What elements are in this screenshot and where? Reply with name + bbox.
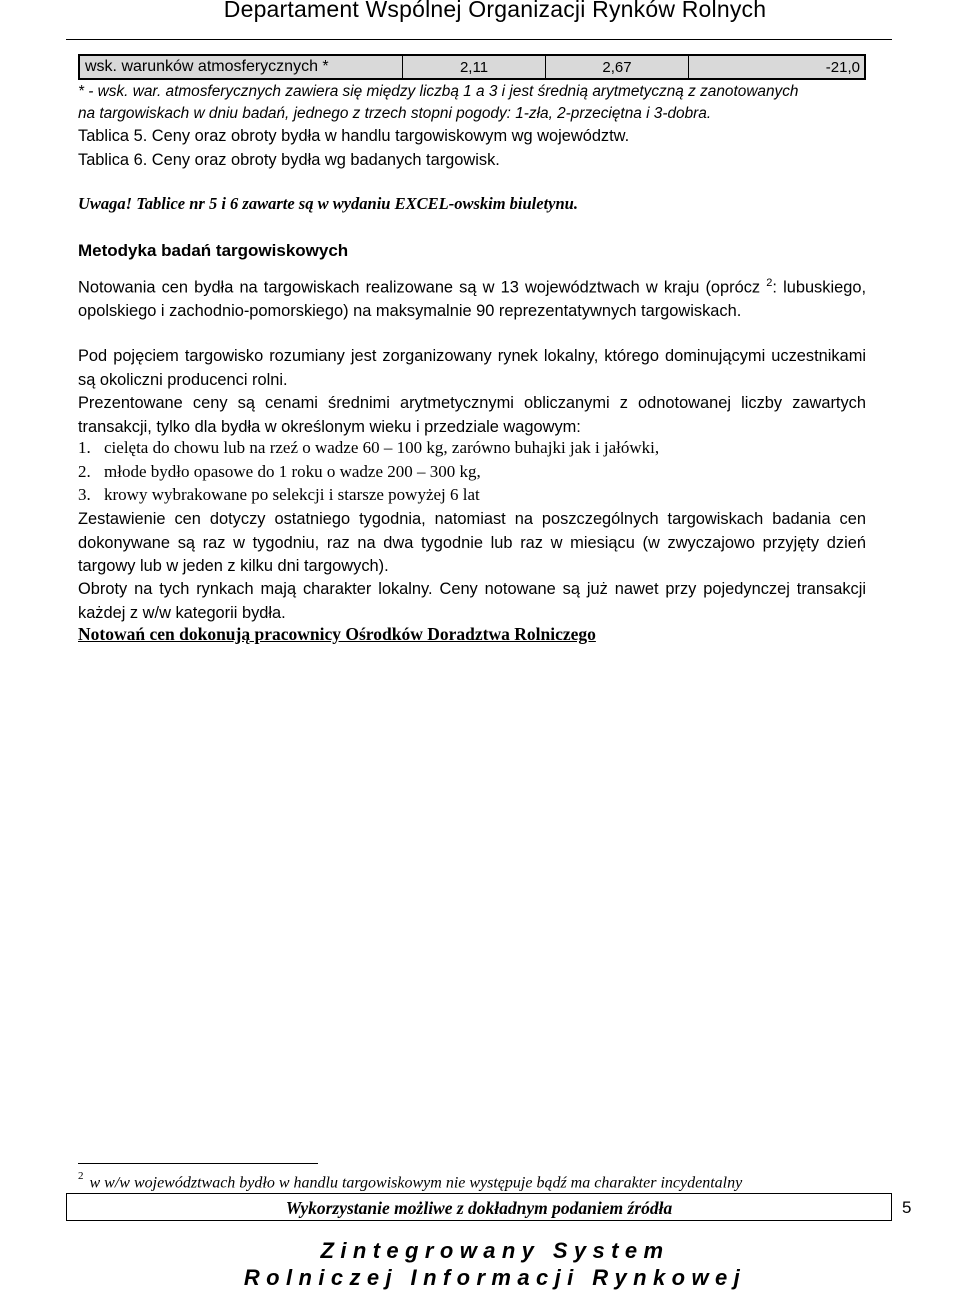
methodology-title: Metodyka badań targowiskowych — [78, 241, 349, 260]
list-item-text: młode bydło opasowe do 1 roku o wadze 200 – 300 kg, — [104, 462, 481, 481]
list-item — [78, 438, 659, 458]
list-item-text: cielęta do chowu lub na rzeź o wadze 60 – 100 kg, zarówno buhajki jak i jałówki, — [104, 438, 660, 457]
p1-start: Notowania cen bydła na targowiskach realizowane są w 13 województwach w kraju (oprócz — [78, 278, 767, 297]
footnote-divider — [78, 1163, 318, 1164]
weather-index-value-3: -21,0 — [689, 55, 866, 79]
footnote-number: 2 — [78, 1170, 84, 1182]
weather-index-value-2: 2,67 — [546, 55, 689, 79]
methodology-paragraph-1 — [78, 272, 866, 323]
page-header-title: Departament Wspólnej Organizacji Rynków Rolnych — [223, 0, 767, 22]
methodology-paragraph-4: Zestawienie cen dotyczy ostatniego tygodnia, natomiast na poszczególnych targowiskach badania cen dokonywane są raz w tygodniu, raz na dwa tygodnie lub raz w miesiącu (w zwyczajowo przyjęty dzień targowy lub w jeden z kilku dni targowych). — [78, 510, 866, 575]
footer-system-name-line-1: Zintegrowany System — [320, 1238, 670, 1263]
list-item-number: 2. — [78, 462, 91, 481]
weather-index-label: wsk. warunków atmosferycznych * — [85, 58, 329, 75]
weather-footnote-line-1: * - wsk. war. atmosferycznych zawiera się między liczbą 1 a 3 i jest średnią arytmetyczną z zanotowanych — [78, 83, 799, 100]
weather-footnote-line-2: na targowiskach w dniu badań, jednego z trzech stopni pogody: 1-zła, 2-przeciętna i 3-dobra. — [78, 105, 712, 122]
methodology-paragraph-6: Notowań cen dokonują pracownicy Ośrodków Doradztwa Rolniczego — [78, 624, 596, 644]
footer-source-note: Wykorzystanie możliwe z dokładnym podaniem źródła — [66, 1193, 892, 1221]
tablica-6-caption: Tablica 6. Ceny oraz obroty bydła wg badanych targowisk. — [78, 151, 500, 169]
methodology-paragraph-3: Prezentowane ceny są cenami średnimi arytmetycznymi obliczanymi z odnotowanej liczby zawartych transakcji, tylko dla bydła w określonym wieku i przedziale wagowym: — [78, 394, 866, 436]
tablica-5-caption: Tablica 5. Ceny oraz obroty bydła w handlu targowiskowym wg województw. — [78, 127, 630, 145]
header-divider — [66, 39, 892, 40]
list-item-number: 1. — [78, 438, 91, 457]
uwaga-note: Uwaga! Tablice nr 5 i 6 zawarte są w wydaniu EXCEL-owskim biuletynu. — [78, 194, 578, 213]
footer-system-name-line-2: Rolniczej Informacji Rynkowej — [243, 1265, 747, 1290]
methodology-paragraph-5: Obroty na tych rynkach mają charakter lokalny. Ceny notowane są już nawet przy pojedynczej transakcji każdej z w/w kategorii bydła. — [78, 580, 866, 622]
footnote-text: w w/w województwach bydło w handlu targowiskowym nie występuje bądź ma charakter incydentalny — [89, 1174, 743, 1192]
p1-end: : lubuskiego, opolskiego i zachodnio-pomorskiego) na maksymalnie 90 reprezentatywnych targowiskach. — [78, 278, 866, 320]
page-number: 5 — [902, 1198, 912, 1217]
weather-index-row — [78, 54, 866, 80]
list-item — [78, 485, 480, 505]
footnote — [78, 1172, 742, 1192]
weather-index-value-1: 2,11 — [403, 55, 546, 79]
list-item-number: 3. — [78, 485, 91, 504]
footnote-ref: 2 — [766, 277, 773, 289]
methodology-paragraph-2: Pod pojęciem targowisko rozumiany jest zorganizowany rynek lokalny, którego dominującymi uczestnikami są okoliczni producenci rolni. — [78, 347, 866, 389]
list-item-text: krowy wybrakowane po selekcji i starsze powyżej 6 lat — [104, 485, 480, 504]
list-item — [78, 462, 481, 482]
